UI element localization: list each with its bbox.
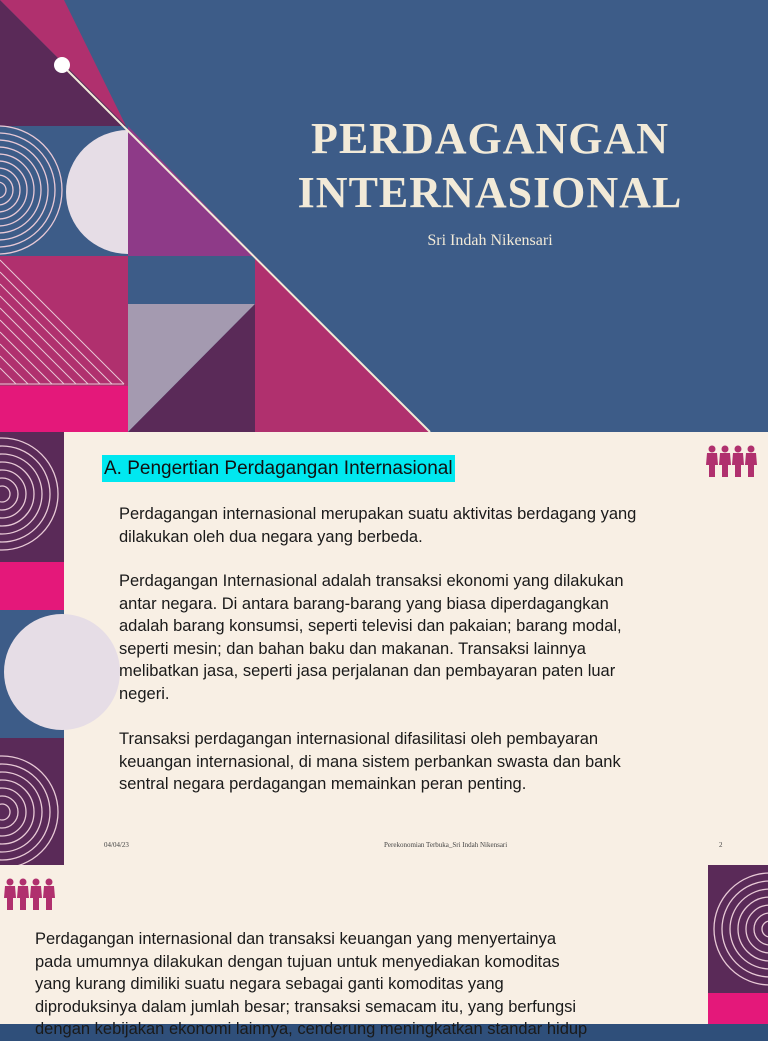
text-line: adalah barang konsumsi, seperti televisi dan pakaian; barang modal, [119, 617, 622, 635]
content-slide-3 [0, 865, 768, 1038]
text-line: antar negara. Di antara barang-barang yang biasa diperdagangkan [119, 594, 609, 613]
text-line: dilakukan oleh dua negara yang berbeda. [119, 527, 423, 546]
text-line: yang kurang dimiliki suatu negara sebagai ganti komoditas yang [35, 975, 504, 993]
title-slide [0, 0, 768, 432]
text-line: Perdagangan internasional dan transaksi keuangan yang menyertainya [35, 930, 557, 948]
title-line-2: INTERNASIONAL [297, 168, 683, 217]
footer-page-number: 2 [719, 841, 723, 849]
text-line: melibatkan jasa, seperti jasa perjalanan dan pembayaran paten luar [119, 662, 616, 680]
section-heading: A. Pengertian Perdagangan Internasional [102, 455, 455, 482]
text-line: seperti mesin; dan bahan baku dan makanan. Transaksi lainnya [119, 639, 586, 658]
text-line: sentral negara perdagangan memainkan peran penting. [119, 775, 527, 793]
footer-title: Perekonomian Terbuka_Sri Indah Nikensari [384, 841, 508, 849]
presentation-title [270, 112, 710, 220]
paragraph-definition-2 [119, 570, 729, 705]
paragraph-purpose [35, 928, 695, 1041]
right-decorative-strip [708, 865, 768, 1024]
footer-date: 04/04/23 [104, 841, 129, 849]
text-line: dengan kebijakan ekonomi lainnya, cenderung meningkatkan standar hidup [35, 1020, 588, 1038]
content-slide-2 [0, 432, 768, 865]
text-line: negeri. [119, 684, 170, 703]
author-name: Sri Indah Nikensari [427, 232, 553, 249]
text-line: pada umumnya dilakukan dengan tujuan untuk menyediakan komoditas [35, 952, 560, 971]
title-line-1: PERDAGANGAN [310, 114, 670, 163]
paragraph-definition-1 [119, 503, 729, 548]
text-line: Perdagangan internasional merupakan suatu aktivitas berdagang yang [119, 505, 637, 523]
paragraph-definition-3 [119, 728, 729, 796]
people-group-icon [4, 876, 56, 912]
left-decorative-strip [0, 432, 64, 865]
text-line: keuangan internasional, di mana sistem perbankan swasta dan bank [119, 752, 621, 771]
text-line: Transaksi perdagangan internasional difasilitasi oleh pembayaran [119, 730, 599, 748]
people-group-icon [706, 443, 758, 479]
text-line: diproduksinya dalam jumlah besar; transaksi semacam itu, yang berfungsi [35, 997, 577, 1016]
text-line: Perdagangan Internasional adalah transaksi ekonomi yang dilakukan [119, 572, 624, 590]
